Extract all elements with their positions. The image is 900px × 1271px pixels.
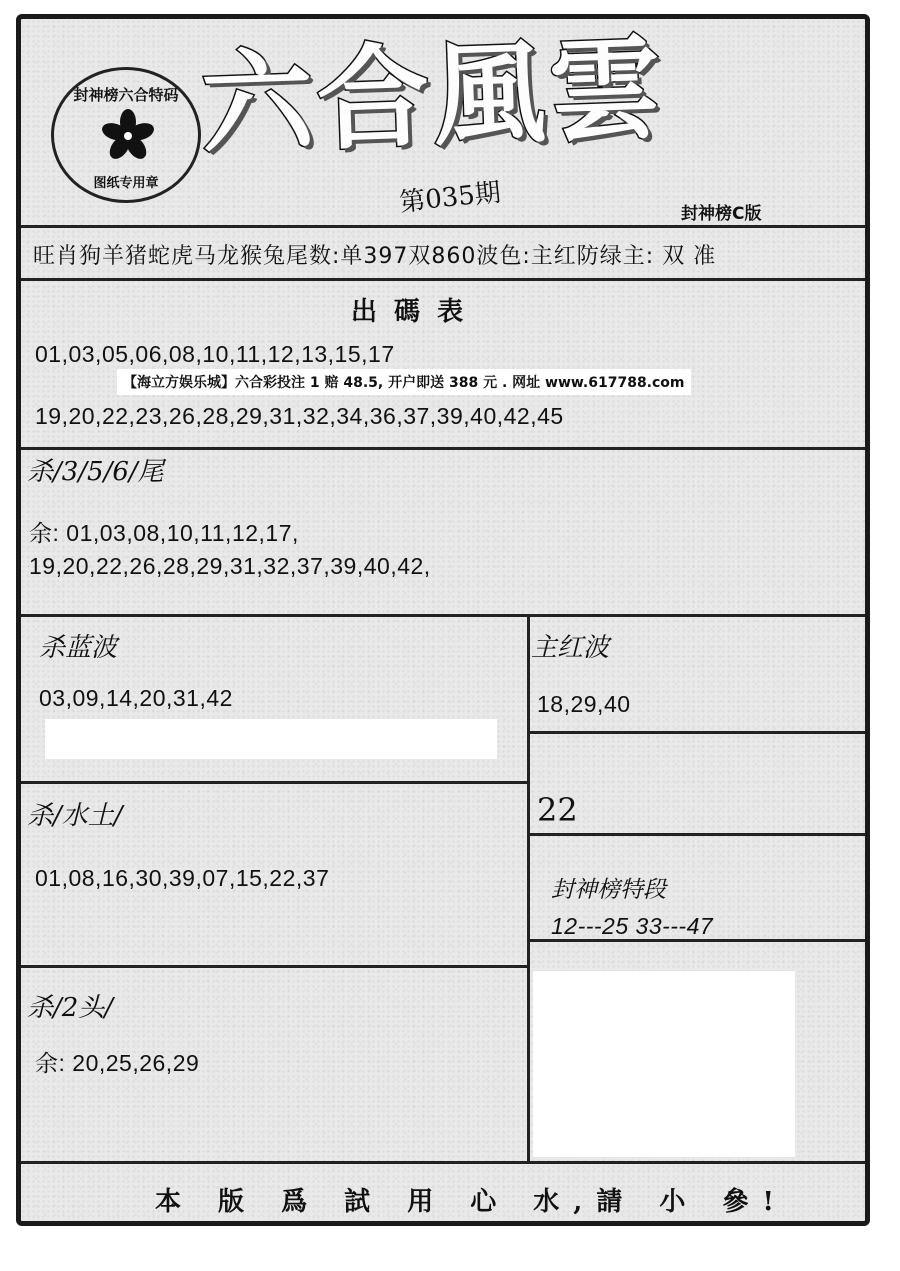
kill-water-earth-numbers: 01,08,16,30,39,07,15,22,37 bbox=[35, 865, 330, 891]
kill-tail-line1: 余: 01,03,08,10,11,12,17, bbox=[29, 520, 299, 546]
ad-banner: 【海立方娱乐城】六合彩投注 1 赔 48.5, 开户即送 388 元 . 网址 www.617788.com bbox=[117, 369, 691, 395]
kill-water-earth-label: 杀/水土/ bbox=[27, 801, 123, 831]
edition-label: 封神榜C版 bbox=[681, 204, 762, 224]
divider bbox=[21, 965, 529, 968]
footer-note: 本 版 爲 試 用 心 水,請 小 參! bbox=[155, 1187, 788, 1217]
newspaper-sheet bbox=[16, 14, 870, 1226]
seal-stamp bbox=[51, 67, 201, 203]
divider bbox=[21, 614, 865, 617]
chuma-line2: 19,20,22,23,26,28,29,31,32,34,36,37,39,40,42,45 bbox=[35, 403, 564, 429]
main-red-label: 主红波 bbox=[531, 633, 610, 663]
blank-box bbox=[45, 719, 497, 759]
kill-head-numbers: 余: 20,25,26,29 bbox=[35, 1050, 200, 1076]
divider bbox=[529, 731, 865, 734]
kill-tail-label: 杀/3/5/6/尾 bbox=[27, 457, 164, 487]
special-numbers: 12---25 33---47 bbox=[551, 913, 714, 939]
chuma-line1: 01,03,05,06,08,10,11,12,13,15,17 bbox=[35, 341, 395, 367]
divider bbox=[21, 278, 865, 281]
special-label: 封神榜特段 bbox=[551, 877, 666, 903]
kill-blue-label: 杀蓝波 bbox=[39, 633, 118, 663]
single-number: 22 bbox=[537, 791, 578, 829]
divider bbox=[529, 833, 865, 836]
divider bbox=[21, 225, 865, 228]
column-divider bbox=[527, 614, 530, 1164]
seal-top-text: 封神榜六合特码 bbox=[73, 86, 179, 104]
bauhinia-icon bbox=[100, 108, 156, 164]
kill-tail-line2: 19,20,22,26,28,29,31,32,37,39,40,42, bbox=[29, 553, 431, 579]
kill-head-label: 杀/2头/ bbox=[27, 993, 114, 1023]
divider bbox=[529, 939, 865, 942]
chuma-heading: 出 碼 表 bbox=[351, 297, 468, 327]
kill-blue-numbers: 03,09,14,20,31,42 bbox=[39, 685, 233, 711]
divider bbox=[21, 781, 529, 784]
divider bbox=[21, 447, 865, 450]
masthead-title: 六合風雲 bbox=[198, 22, 668, 171]
divider bbox=[21, 1161, 865, 1164]
main-red-numbers: 18,29,40 bbox=[537, 691, 631, 717]
tips-line: 旺肖狗羊猪蛇虎马龙猴兔尾数:单397双860波色:主红防绿主: 双 准 bbox=[33, 244, 717, 269]
seal-bottom-text: 图纸专用章 bbox=[93, 176, 159, 191]
blank-box bbox=[533, 971, 795, 1157]
issue-number: 第035期 bbox=[397, 177, 503, 219]
